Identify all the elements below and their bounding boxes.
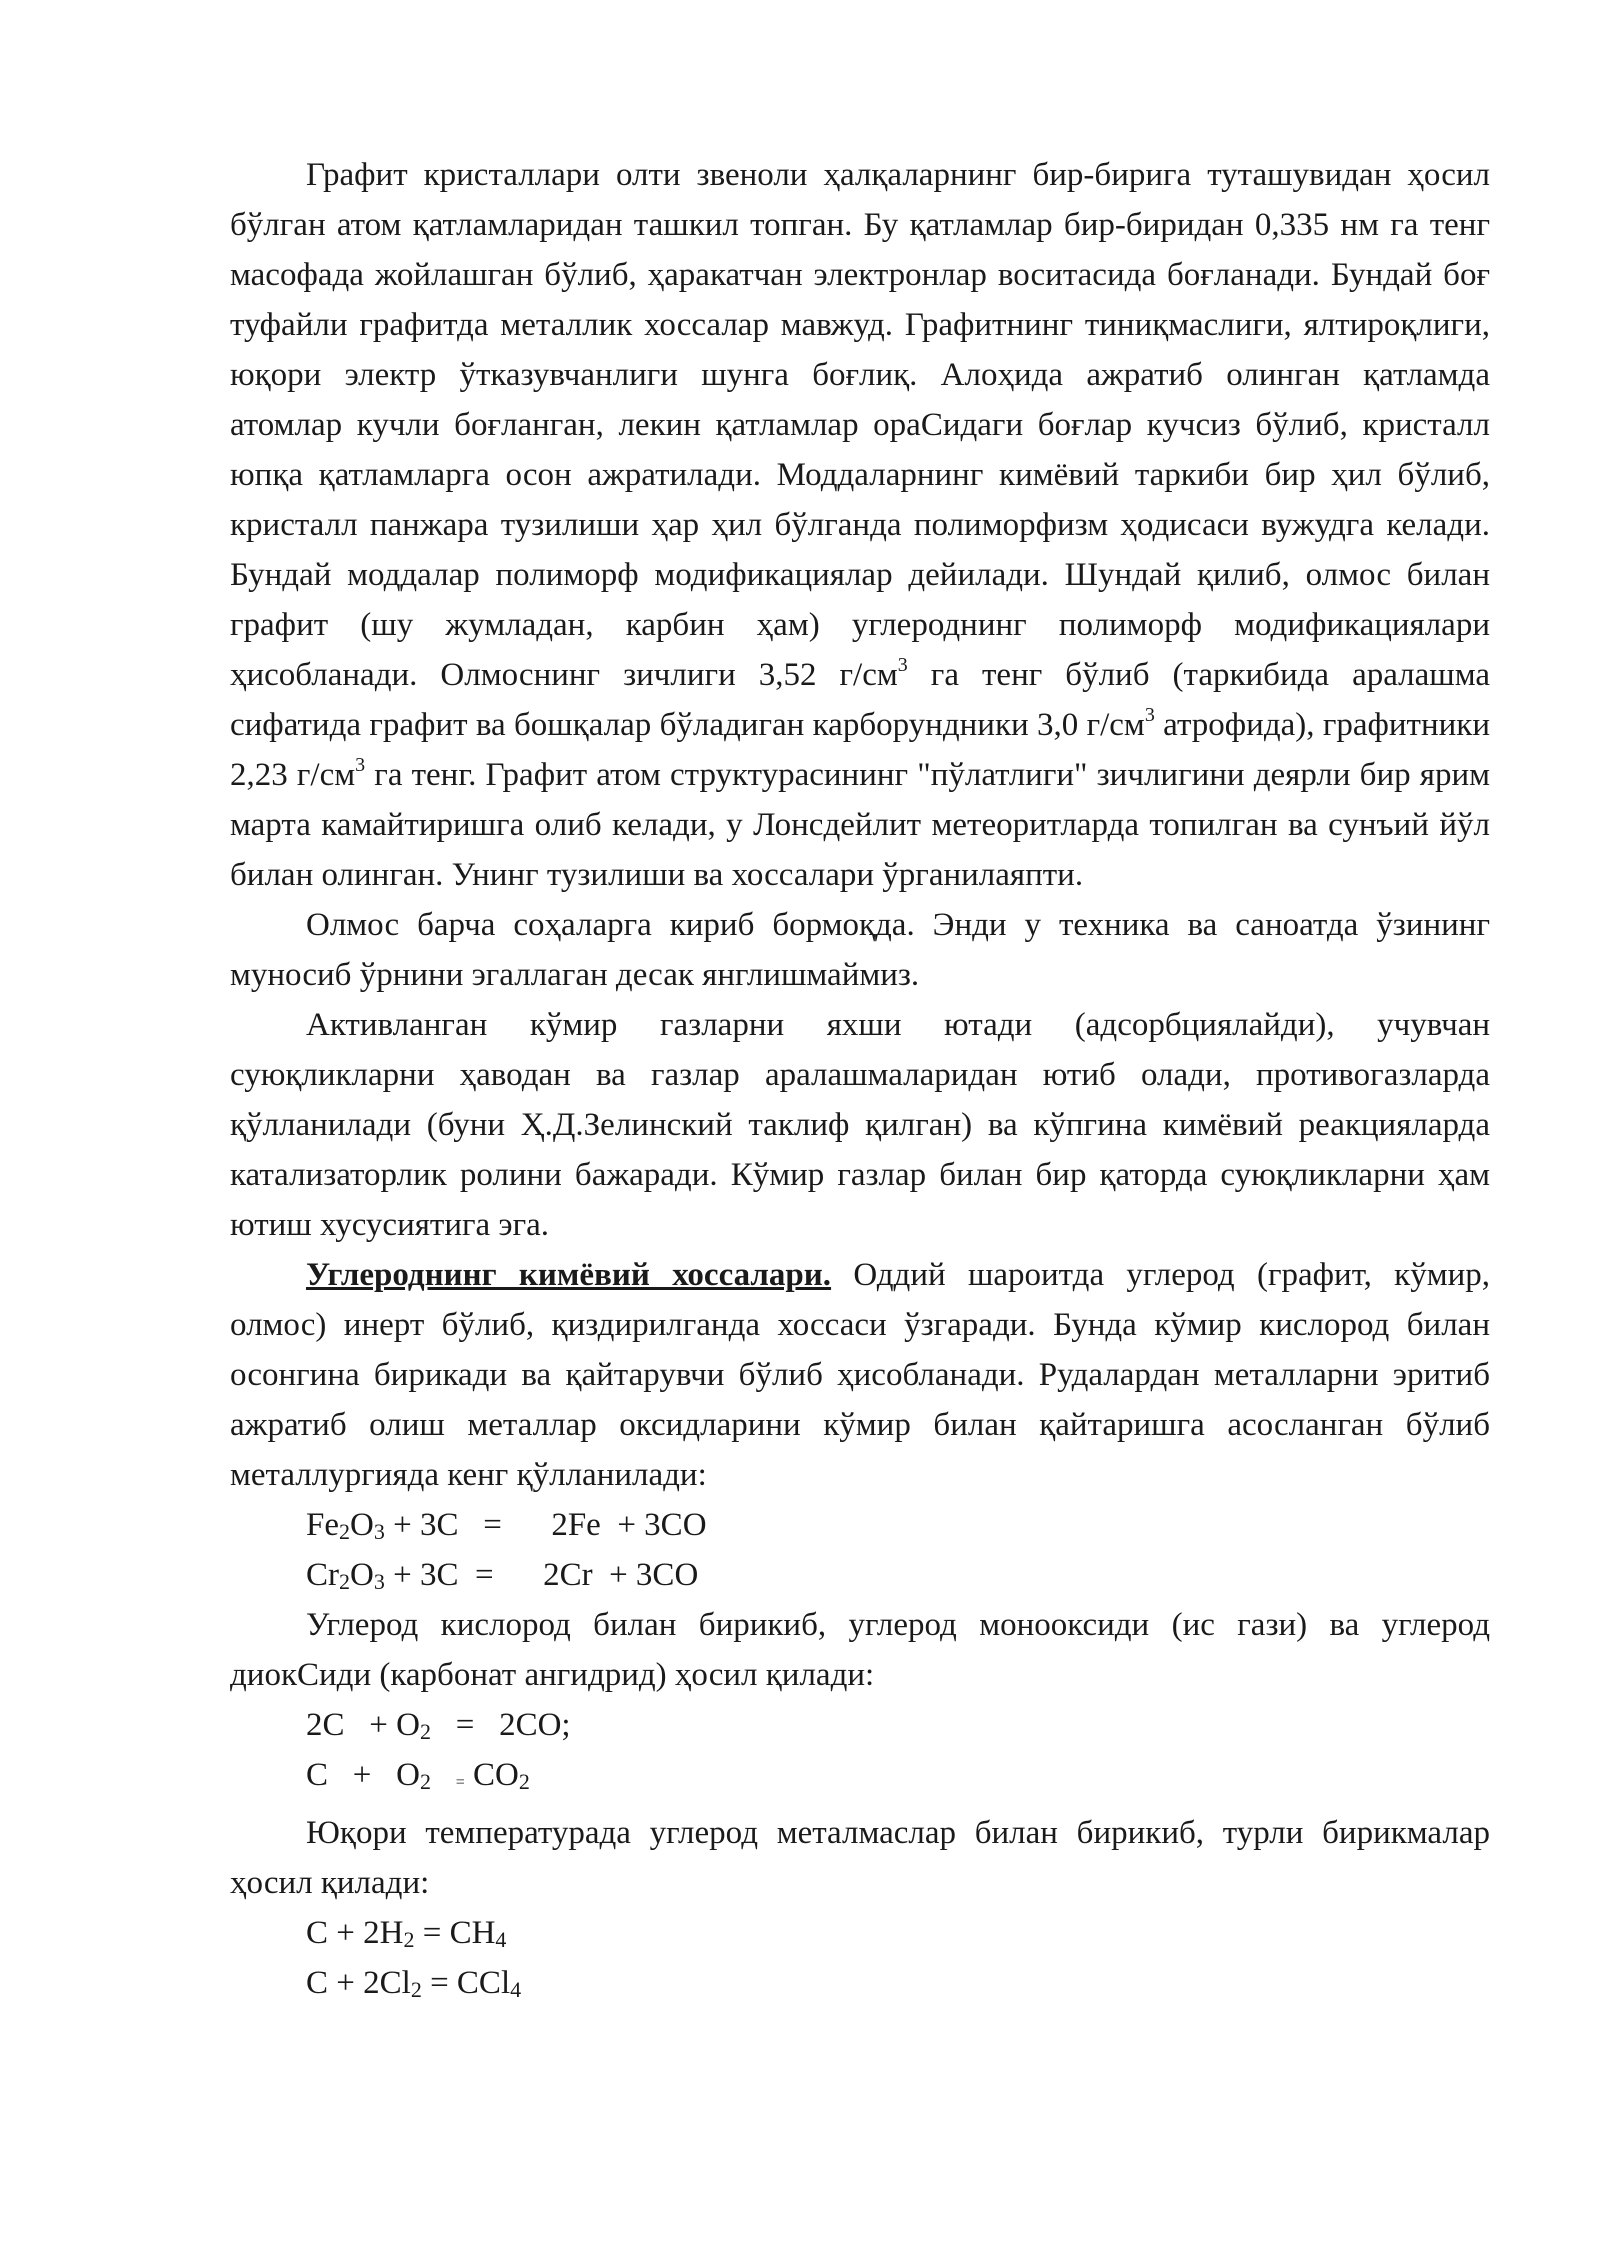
- paragraph-nonmetals: Юқори температурада углерод металмаслар билан бирикиб, турли бирикмалар ҳосил қилади:: [230, 1815, 1490, 1901]
- paragraph-text: Оддий шароитда углерод (графит, кўмир, олмос) инерт бўлиб, қиздирилганда хоссаси ўзгаради. Бунда кўмир кислород билан осонгина бирикади ва қайтарувчи бўлиб ҳисобланади. Рудалардан металларни эритиб ажратиб олиш металлар оксидларини кўмир билан қайтаришга асосланган бўлиб металлургияда кенг қўлланилади:: [230, 1257, 1491, 1493]
- eq-part: 2C + O: [306, 1707, 420, 1743]
- paragraph-chemical-properties: [230, 1250, 1490, 1500]
- eq-part: = CCl: [421, 1965, 511, 2001]
- eq-part: O: [350, 1507, 374, 1543]
- equation-ccl4: [230, 1958, 1490, 2008]
- paragraph-text: Графит кристаллари олти звеноли ҳалқаларнинг бир-бирига туташувидан ҳосил бўлган атом қатламларидан ташкил топган. Бу қатламлар бир-биридан 0,335 нм га тенг масофада жойлашган бўлиб, ҳаракатчан электронлар воситасида боғланади. Бундай боғ туфайли графитда металлик хоссалар мавжуд. Графитнинг тиниқмаслиги, ялтироқлиги, юқори электр ўтказувчанлиги шунга боғлиқ. Алоҳида ажратиб олинган қатламда атомлар кучли боғланган, лекин қатламлар ораСидаги боғлар кучсиз бўлиб, кристалл юпқа қатламларга осон ажратилади. Моддаларнинг кимёвий таркиби бир ҳил бўлиб, кристалл панжара тузилиши ҳар ҳил бўлганда полиморфизм ҳодисаси вужудга келади. Бундай моддалар полиморф модификациялар дейилади. Шундай қилиб, олмос билан графит (шу жумладан, карбин ҳам) углероднинг полиморф модификациялари ҳисобланади. Олмоснинг зичлиги 3,52 г/см: [230, 157, 1490, 693]
- equals-sign: =: [455, 1774, 465, 1791]
- eq-part: Cr: [306, 1557, 339, 1593]
- subscript: 2: [339, 1569, 350, 1594]
- section-heading: Углероднинг кимёвий хоссалари.: [306, 1257, 832, 1293]
- paragraph-text: га тенг. Графит атом структурасининг "пўлатлиги" зичлигини деярли бир ярим марта камайтиришга олиб келади, у Лонсдейлит метеоритларда топилган ва сунъий йўл билан олинган. Унинг тузилиши ва хоссалари ўрганилаяпти.: [230, 757, 1490, 893]
- eq-part: C + O: [306, 1757, 420, 1793]
- subscript: 4: [495, 1927, 507, 1952]
- subscript: 3: [373, 1569, 385, 1594]
- eq-part: Fe: [306, 1507, 339, 1543]
- eq-part: = CH: [414, 1915, 496, 1951]
- equation-ch4: [230, 1908, 1490, 1958]
- superscript: 3: [355, 754, 366, 776]
- superscript: 3: [1144, 704, 1155, 726]
- paragraph-graphite: [230, 150, 1490, 900]
- paragraph-diamond: Олмос барча соҳаларга кириб бормоқда. Энди у техника ва саноатда ўзининг муносиб ўрнини эгаллаган десак янглишмаймиз.: [230, 907, 1490, 993]
- subscript: 2: [518, 1769, 530, 1794]
- subscript: 4: [510, 1977, 522, 2002]
- equation-fe2o3: [230, 1500, 1490, 1550]
- subscript: 2: [403, 1927, 415, 1952]
- subscript: 2: [419, 1769, 431, 1794]
- paragraph-activated-carbon: Активланган кўмир газларни яхши ютади (адсорбциялайди), учувчан суюқликларни ҳаводан ва газлар аралашмаларидан ютиб олади, противогазларда қўлланилади (буни Ҳ.Д.Зелинский таклиф қилган) ва кўпгина кимёвий реакцияларда катализаторлик ролини бажаради. Кўмир газлар билан бир қаторда суюқликларни ҳам ютиш хусусиятига эга.: [230, 1007, 1490, 1243]
- subscript: 3: [373, 1519, 385, 1544]
- equation-2co: [230, 1700, 1490, 1750]
- subscript: 2: [410, 1977, 422, 2002]
- eq-part: CO: [464, 1757, 519, 1793]
- paragraph-text: га тенг бўлиб (таркибида аралашма сифатида графит ва бошқалар бўладиган карборундники 3,0 г/см: [230, 657, 1490, 743]
- subscript: 2: [419, 1719, 431, 1744]
- eq-part: + 3C = 2Cr + 3CO: [384, 1557, 699, 1593]
- eq-part: C + 2H: [306, 1915, 404, 1951]
- eq-part: = 2CO;: [430, 1707, 571, 1743]
- superscript: 3: [897, 654, 908, 676]
- subscript: 2: [339, 1519, 350, 1544]
- eq-part: C + 2Cl: [306, 1965, 411, 2001]
- equation-cr2o3: [230, 1550, 1490, 1600]
- eq-part: + 3C = 2Fe + 3CO: [384, 1507, 707, 1543]
- paragraph-text: атрофида), графитники 2,23 г/см: [230, 707, 1490, 793]
- eq-part: O: [350, 1557, 374, 1593]
- equation-co2: [230, 1750, 1490, 1808]
- document-body: [230, 150, 1490, 2008]
- paragraph-carbon-oxygen: Углерод кислород билан бирикиб, углерод монооксиди (ис гази) ва углерод диокСиди (карбонат ангидрид) ҳосил қилади:: [230, 1607, 1490, 1693]
